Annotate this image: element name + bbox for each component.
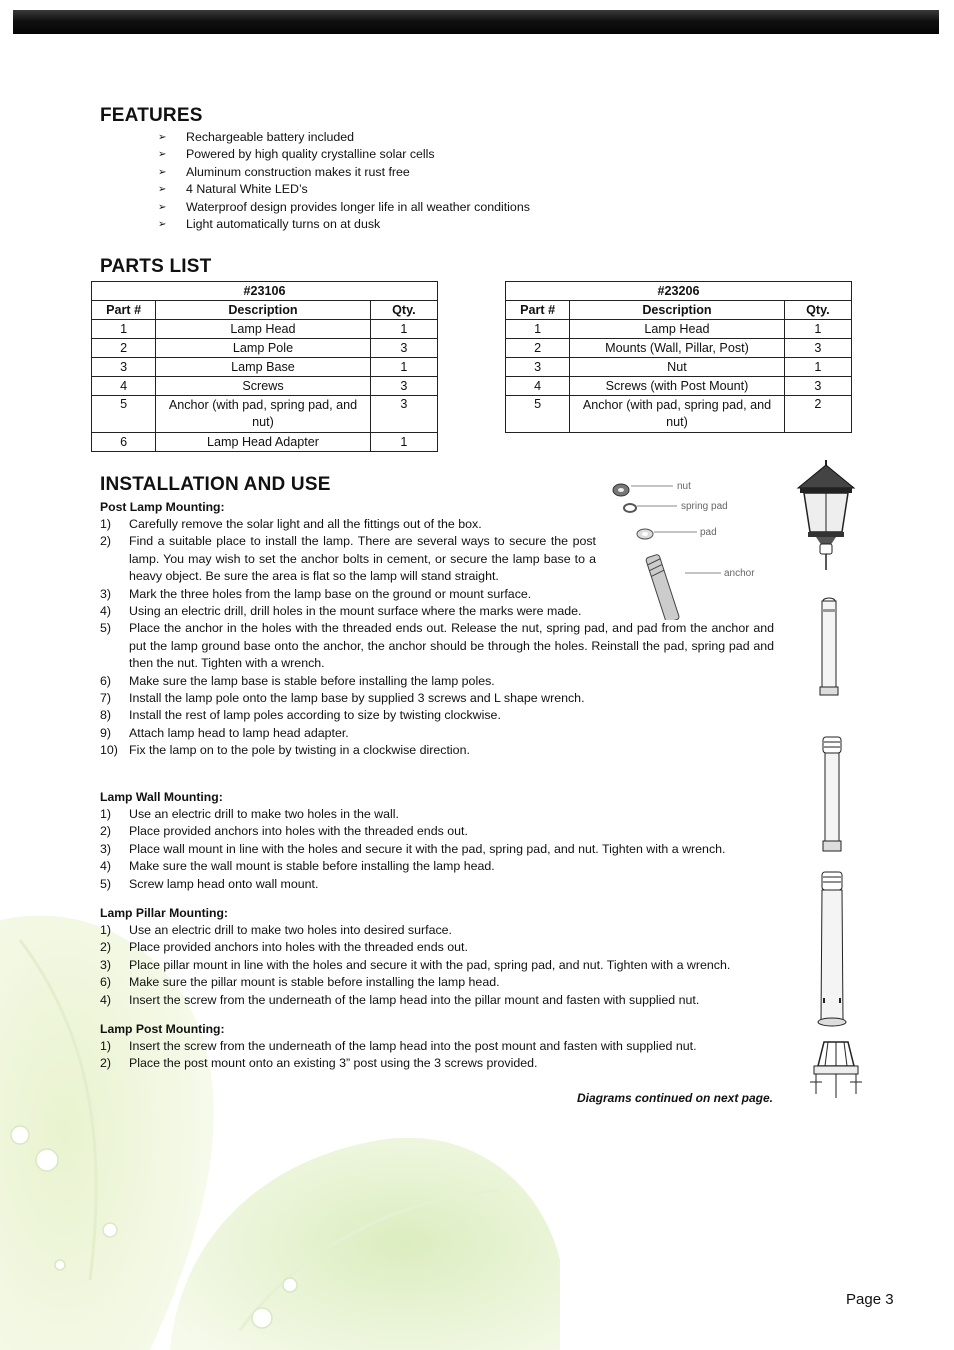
arrow-bullet-icon: ➢: [158, 218, 167, 230]
qty-cell: 1: [370, 358, 437, 377]
step-number: 1): [100, 1039, 112, 1053]
table-model-number: #23106: [92, 282, 438, 301]
step-number: 10): [100, 743, 118, 758]
step-number: 5): [100, 876, 112, 891]
part-number-cell: 2: [506, 339, 570, 358]
part-number-cell: 1: [92, 320, 156, 339]
step-number: 8): [100, 708, 112, 723]
step-text: Mark the three holes from the lamp base on the ground or mount surface.: [129, 586, 532, 601]
step-text: Make sure the lamp base is stable before installing the lamp poles.: [129, 673, 495, 688]
table-row: [92, 396, 438, 433]
step-number: 3): [100, 841, 112, 856]
step-item: [100, 533, 596, 585]
column-header-description: Description: [156, 301, 371, 320]
step-text: Use an electric drill to make two holes into desired surface.: [129, 923, 452, 937]
step-item: [100, 876, 774, 893]
step-item: [100, 939, 774, 956]
qty-cell: 2: [784, 396, 851, 433]
column-header-qty: Qty.: [370, 301, 437, 320]
feature-text: Powered by high quality crystalline solar cells: [186, 147, 435, 162]
qty-cell: 3: [370, 377, 437, 396]
step-text: Screw lamp head onto wall mount.: [129, 876, 319, 891]
part-number-cell: 5: [506, 396, 570, 433]
wall-mounting-heading: Lamp Wall Mounting:: [100, 790, 223, 804]
wall-mount-diagram: [815, 735, 849, 855]
step-item: [100, 957, 774, 974]
step-text: Attach lamp head to lamp head adapter.: [129, 725, 349, 740]
step-text: Place wall mount in line with the holes and secure it with the pad, spring pad, and nut. Tighten with a wrench.: [129, 841, 726, 856]
step-item: [100, 516, 596, 533]
part-number-cell: 6: [92, 433, 156, 452]
step-text: Make sure the wall mount is stable before installing the lamp head.: [129, 859, 495, 874]
step-number: 7): [100, 691, 112, 706]
step-item: [100, 690, 774, 707]
table-row: [506, 396, 852, 433]
wall-steps: [100, 806, 774, 893]
description-cell: Lamp Base: [156, 358, 371, 377]
arrow-bullet-icon: ➢: [158, 149, 167, 161]
description-cell: Mounts (Wall, Pillar, Post): [570, 339, 785, 358]
pillar-mount-diagram: [812, 870, 852, 1030]
part-number-cell: 4: [92, 377, 156, 396]
qty-cell: 3: [370, 339, 437, 358]
step-number: 2): [100, 940, 112, 955]
description-cell: Lamp Head: [570, 320, 785, 339]
step-number: 1): [100, 923, 112, 937]
step-text: Install the lamp pole onto the lamp base by supplied 3 screws and L shape wrench.: [129, 691, 585, 706]
features-heading: FEATURES: [100, 105, 203, 126]
post-lamp-mounting-heading: Post Lamp Mounting:: [100, 500, 225, 514]
parts-table-23106: [91, 281, 438, 452]
qty-cell: 1: [784, 320, 851, 339]
step-number: 5): [100, 621, 112, 636]
step-text: Insert the screw from the underneath of the lamp head into the pillar mount and fasten with supplied nut.: [129, 992, 700, 1007]
qty-cell: 3: [784, 339, 851, 358]
step-item: [100, 974, 774, 991]
pad-label: pad: [700, 527, 717, 538]
part-number-cell: 4: [506, 377, 570, 396]
description-cell: Lamp Head Adapter: [156, 433, 371, 452]
part-number-cell: 3: [506, 358, 570, 377]
step-item: [100, 742, 774, 759]
parts-list-heading: PARTS LIST: [100, 256, 212, 277]
step-number: 2): [100, 534, 112, 549]
step-number: 6): [100, 673, 112, 688]
step-text: Fix the lamp on to the pole by twisting in a clockwise direction.: [129, 743, 470, 758]
anchor-hardware-diagram: [605, 475, 770, 620]
step-text: Carefully remove the solar light and all the fittings out of the box.: [129, 517, 482, 531]
feature-text: 4 Natural White LED’s: [186, 182, 308, 197]
table-row: [506, 339, 852, 358]
step-text: Use an electric drill to make two holes in the wall.: [129, 807, 399, 821]
post-mounting-heading: Lamp Post Mounting:: [100, 1022, 225, 1036]
column-header-description: Description: [570, 301, 785, 320]
step-text: Place the post mount onto an existing 3” post using the 3 screws provided.: [129, 1056, 538, 1071]
page-number: Page 3: [846, 1291, 894, 1308]
step-number: 4): [100, 604, 112, 619]
description-cell: Screws: [156, 377, 371, 396]
qty-cell: 3: [370, 396, 437, 433]
column-header-part-number: Part #: [92, 301, 156, 320]
table-model-number: #23206: [506, 282, 852, 301]
step-item: [100, 725, 774, 742]
step-text: Make sure the pillar mount is stable before installing the lamp head.: [129, 975, 500, 990]
step-item: [100, 823, 774, 840]
column-header-qty: Qty.: [784, 301, 851, 320]
step-item: [100, 586, 596, 603]
step-number: 1): [100, 517, 112, 531]
step-text: Place provided anchors into holes with the threaded ends out.: [129, 940, 468, 955]
feature-item: [158, 216, 530, 233]
step-number: 6): [100, 975, 112, 990]
feature-text: Rechargeable battery included: [186, 130, 355, 144]
feature-item: [158, 146, 530, 163]
step-item: [100, 806, 774, 823]
arrow-bullet-icon: ➢: [158, 184, 167, 196]
table-row: [92, 433, 438, 452]
qty-cell: 1: [370, 320, 437, 339]
step-item: [100, 1038, 774, 1055]
qty-cell: 1: [784, 358, 851, 377]
step-item: [100, 992, 774, 1009]
step-text: Find a suitable place to install the lamp. There are several ways to secure the post lamp. You may wish to set the anchor bolts in cement, or secure the lamp base to a heavy object. Be sure the area is flat so the lamp will stand straight.: [129, 534, 596, 584]
table-row: [506, 377, 852, 396]
step-text: Insert the screw from the underneath of the lamp head into the post mount and fasten with supplied nut.: [129, 1039, 697, 1053]
features-list: [158, 129, 530, 233]
part-number-cell: 1: [506, 320, 570, 339]
description-cell: Anchor (with pad, spring pad, and nut): [156, 396, 371, 433]
table-row: [92, 358, 438, 377]
anchor-label: anchor: [724, 568, 755, 579]
step-text: Place pillar mount in line with the holes and secure it with the pad, spring pad, and nut. Tighten with a wrench.: [129, 957, 731, 972]
feature-text: Light automatically turns on at dusk: [186, 216, 381, 231]
diagrams-continued-note: Diagrams continued on next page.: [576, 1091, 773, 1105]
step-item: [100, 603, 596, 620]
pillar-steps: [100, 922, 774, 1009]
arrow-bullet-icon: ➢: [158, 166, 167, 178]
step-item: [100, 1055, 774, 1072]
pillar-mounting-heading: Lamp Pillar Mounting:: [100, 906, 228, 920]
step-number: 9): [100, 725, 112, 740]
step-text: Place provided anchors into holes with the threaded ends out.: [129, 824, 468, 839]
step-text: Install the rest of lamp poles according to size by twisting clockwise.: [129, 708, 501, 723]
post-mount-diagram: [808, 1038, 864, 1102]
description-cell: Anchor (with pad, spring pad, and nut): [570, 396, 785, 433]
step-number: 2): [100, 824, 112, 839]
step-item: [100, 673, 774, 690]
feature-item: [158, 199, 530, 216]
qty-cell: 1: [370, 433, 437, 452]
table-row: [506, 358, 852, 377]
feature-text: Waterproof design provides longer life in all weather conditions: [186, 199, 530, 214]
step-item: [100, 707, 774, 724]
description-cell: Nut: [570, 358, 785, 377]
step-item: [100, 841, 774, 858]
step-item: [100, 620, 774, 672]
part-number-cell: 5: [92, 396, 156, 433]
feature-item: [158, 129, 530, 146]
parts-table-23206: [505, 281, 852, 433]
table-row: [506, 320, 852, 339]
installation-heading: INSTALLATION AND USE: [100, 474, 331, 495]
lamp-head-diagram: [790, 460, 862, 578]
part-number-cell: 2: [92, 339, 156, 358]
table-row: [92, 339, 438, 358]
qty-cell: 3: [784, 377, 851, 396]
post-steps: [100, 1038, 774, 1073]
spring-pad-label: spring pad: [681, 501, 728, 512]
arrow-bullet-icon: ➢: [158, 201, 167, 213]
part-number-cell: 3: [92, 358, 156, 377]
step-number: 4): [100, 992, 112, 1007]
table-row: [92, 377, 438, 396]
description-cell: Lamp Head: [156, 320, 371, 339]
arrow-bullet-icon: ➢: [158, 132, 167, 143]
step-number: 3): [100, 586, 112, 601]
step-number: 2): [100, 1056, 112, 1071]
feature-item: [158, 164, 530, 181]
description-cell: Screws (with Post Mount): [570, 377, 785, 396]
step-item: [100, 922, 774, 939]
description-cell: Lamp Pole: [156, 339, 371, 358]
feature-item: [158, 181, 530, 198]
step-text: Place the anchor in the holes with the threaded ends out. Release the nut, spring pad, and pad from the anchor and put the lamp ground base onto the anchor, the anchor should be through the holes. Reinstall the pad, spring pad and then the nut. Tighten with a wrench.: [129, 621, 774, 671]
step-number: 4): [100, 859, 112, 874]
table-row: [92, 320, 438, 339]
lamp-pole-diagram: [812, 595, 846, 700]
step-number: 3): [100, 957, 112, 972]
feature-text: Aluminum construction makes it rust free: [186, 164, 410, 179]
step-item: [100, 858, 774, 875]
column-header-part-number: Part #: [506, 301, 570, 320]
step-number: 1): [100, 807, 112, 821]
nut-label: nut: [677, 481, 691, 492]
step-text: Using an electric drill, drill holes in the mount surface where the marks were made.: [129, 604, 582, 619]
